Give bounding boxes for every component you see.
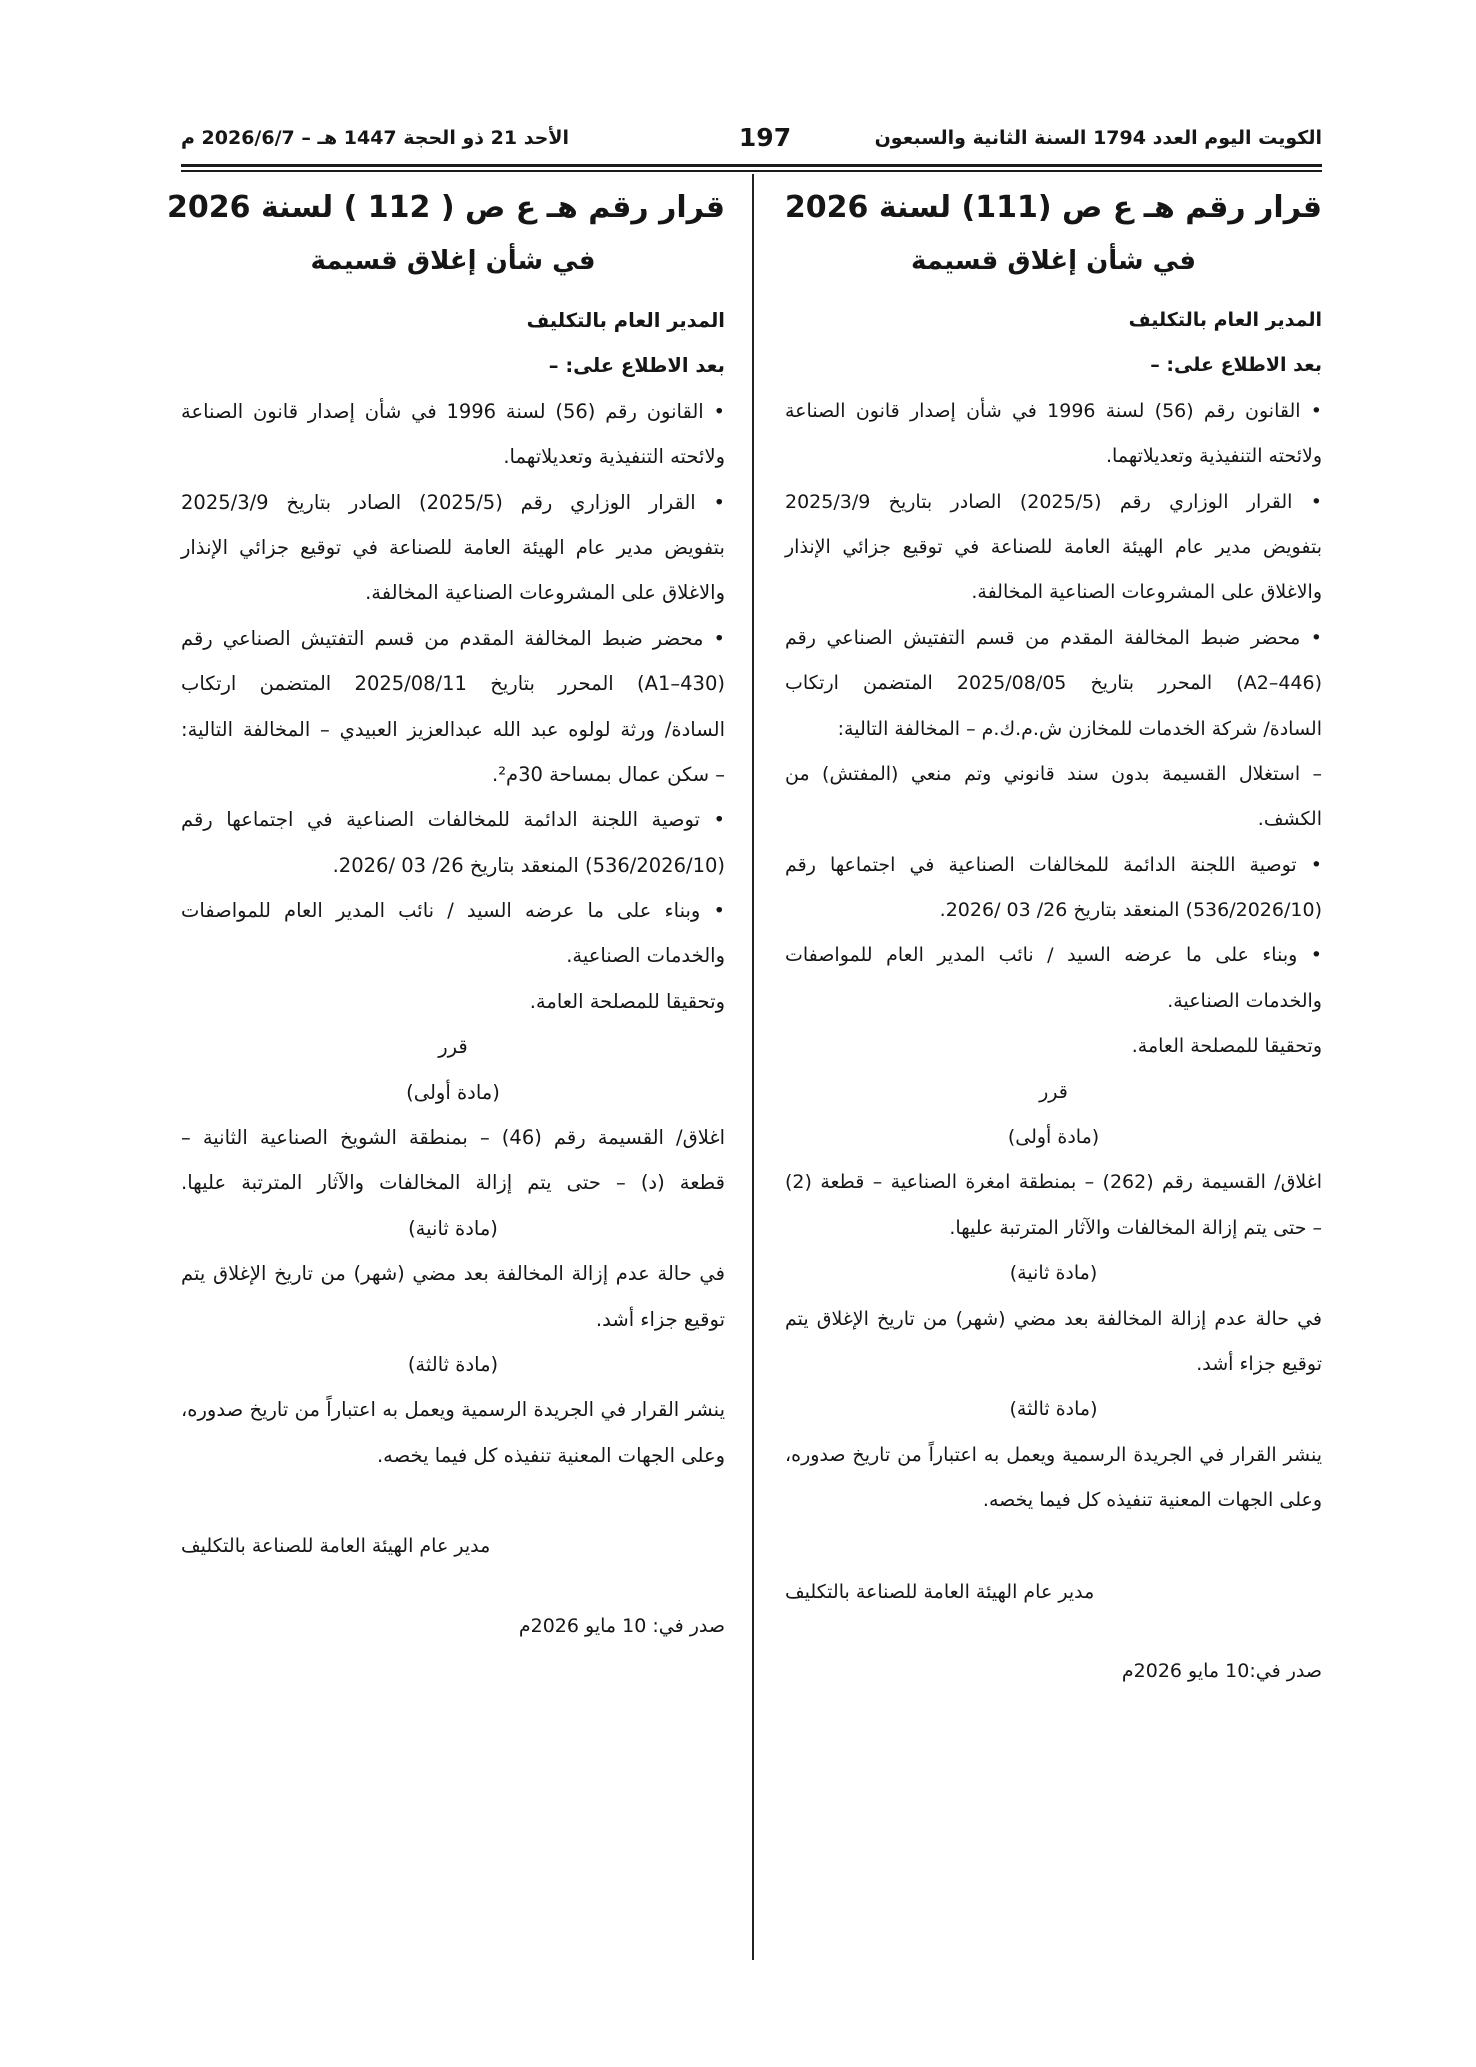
recital-line: والخدمات الصناعية. xyxy=(1167,989,1322,1012)
issuer-line: المدير العام بالتكليف xyxy=(526,309,725,332)
preamble-intro: بعد الاطلاع على: – xyxy=(548,354,725,378)
gazette-issue-info: الكويت اليوم العدد 1794 السنة الثانية والسبعون xyxy=(874,127,1322,149)
article-heading: (مادة ثالثة) xyxy=(1009,1398,1098,1421)
decision-112-column xyxy=(167,180,726,1649)
article-heading: (مادة ثانية) xyxy=(408,1216,498,1240)
recital-line: • توصية اللجنة الدائمة للمخالفات الصناعية في اجتماعها رقم xyxy=(785,853,1322,876)
article-heading: (مادة أولى) xyxy=(406,1080,500,1104)
article-text-line: وعلى الجهات المعنية تنفيذه كل فيما يخصه. xyxy=(982,1489,1322,1512)
recital-line: والاغلاق على المشروعات الصناعية المخالفة. xyxy=(365,581,725,605)
article-text-line: وعلى الجهات المعنية تنفيذه كل فيما يخصه. xyxy=(376,1443,725,1467)
recital-line: والخدمات الصناعية. xyxy=(566,944,725,968)
recital-line: (A2–446) المحرر بتاريخ 2025/08/05 المتضمن ارتكاب xyxy=(785,672,1323,695)
recital-line: • محضر ضبط المخالفة المقدم من قسم التفتيش الصناعي رقم xyxy=(785,626,1322,649)
recital-line: (536/2026/10) المنعقد بتاريخ 26/ 03 /2026. xyxy=(939,899,1322,922)
recital-line: • القانون رقم (56) لسنة 1996 في شأن إصدار قانون الصناعة xyxy=(785,399,1323,422)
recital-line: والاغلاق على المشروعات الصناعية المخالفة. xyxy=(971,581,1322,604)
article-text-line: في حالة عدم إزالة المخالفة بعد مضي (شهر) من تاريخ الإغلاق يتم xyxy=(181,1262,725,1286)
article-text-line: – حتى يتم إزالة المخالفات والآثار المترتبة عليها. xyxy=(949,1216,1322,1239)
violation-line: الكشف. xyxy=(1257,808,1322,831)
violation-line: – سكن عمال بمساحة 30م². xyxy=(492,762,725,786)
recital-line: ولائحته التنفيذية وتعديلاتهما. xyxy=(1106,445,1322,468)
article-heading: (مادة ثالثة) xyxy=(407,1352,499,1376)
signature-line: مدير عام الهيئة العامة للصناعة بالتكليف xyxy=(181,1535,491,1558)
article-text-line: قطعة (د) – حتى يتم إزالة المخالفات والآثار المترتبة عليها. xyxy=(181,1171,725,1195)
article-heading: (مادة أولى) xyxy=(1007,1126,1100,1149)
article-heading: (مادة ثانية) xyxy=(1009,1262,1098,1285)
recital-line: • محضر ضبط المخالفة المقدم من قسم التفتيش الصناعي رقم xyxy=(181,626,725,650)
recital-line: • توصية اللجنة الدائمة للمخالفات الصناعية في اجتماعها رقم xyxy=(181,808,725,832)
article-text-line: في حالة عدم إزالة المخالفة بعد مضي (شهر) من تاريخ الإغلاق يتم xyxy=(785,1307,1322,1330)
recital-line: • القانون رقم (56) لسنة 1996 في شأن إصدار قانون الصناعة xyxy=(181,399,725,423)
recital-line: • القرار الوزاري رقم (2025/5) الصادر بتاريخ 2025/3/9 xyxy=(181,490,725,514)
article-text-line: ينشر القرار في الجريدة الرسمية ويعمل به اعتباراً من تاريخ صدوره، xyxy=(181,1398,725,1422)
column-divider xyxy=(752,174,754,1960)
recital-line: السادة/ ورثة لولوه عبد الله عبدالعزيز العبيدي – المخالفة التالية: xyxy=(181,717,725,741)
header-rule-thick xyxy=(181,164,1322,167)
recital-line: (536/2026/10) المنعقد بتاريخ 26/ 03 /2026. xyxy=(332,853,725,877)
article-text-line: توقيع جزاء أشد. xyxy=(595,1307,725,1331)
issuer-line: المدير العام بالتكليف xyxy=(1128,309,1322,331)
page-number: 197 xyxy=(738,123,792,152)
decision-title: قرار رقم هـ ع ص ( 112 ) لسنة 2026 xyxy=(167,190,725,225)
header-rule-thin xyxy=(181,170,1322,172)
recital-line: • وبناء على ما عرضه السيد / نائب المدير العام للمواصفات xyxy=(785,944,1322,967)
preamble-intro: بعد الاطلاع على: – xyxy=(1150,354,1322,377)
article-text-line: ينشر القرار في الجريدة الرسمية ويعمل به اعتباراً من تاريخ صدوره، xyxy=(785,1443,1322,1466)
signature-line: مدير عام الهيئة العامة للصناعة بالتكليف xyxy=(785,1580,1095,1603)
recital-line: ولائحته التنفيذية وتعديلاتهما. xyxy=(503,445,725,469)
public-interest-line: وتحقيقا للمصلحة العامة. xyxy=(529,989,725,1013)
article-text-line: اغلاق/ القسيمة رقم (262) – بمنطقة امغرة الصناعية – قطعة (2) xyxy=(785,1171,1322,1194)
violation-line: – استغلال القسيمة بدون سند قانوني وتم منعي (المفتش) من xyxy=(785,762,1322,785)
article-text-line: توقيع جزاء أشد. xyxy=(1196,1352,1322,1375)
resolution-word: قرر xyxy=(1039,1080,1068,1103)
recital-line: • القرار الوزاري رقم (2025/5) الصادر بتاريخ 2025/3/9 xyxy=(785,490,1322,513)
recital-line: • وبناء على ما عرضه السيد / نائب المدير العام للمواصفات xyxy=(181,899,725,923)
recital-line: السادة/ شركة الخدمات للمخازن ش.م.ك.م – المخالفة التالية: xyxy=(837,717,1322,740)
recital-line: بتفويض مدير عام الهيئة العامة للصناعة في توقيع جزائي الإنذار xyxy=(181,535,725,559)
public-interest-line: وتحقيقا للمصلحة العامة. xyxy=(1131,1035,1322,1058)
issue-date-line: صدر في:10 مايو 2026م xyxy=(1121,1659,1322,1682)
gazette-date: الأحد 21 ذو الحجة 1447 هـ – 2026/6/7 م xyxy=(181,127,570,149)
article-text-line: اغلاق/ القسيمة رقم (46) – بمنطقة الشويخ الصناعية الثانية – xyxy=(181,1126,726,1150)
issue-date-line: صدر في: 10 مايو 2026م xyxy=(518,1614,725,1637)
recital-line: بتفويض مدير عام الهيئة العامة للصناعة في توقيع جزائي الإنذار xyxy=(785,535,1322,558)
recital-line: (A1–430) المحرر بتاريخ 2025/08/11 المتضمن ارتكاب xyxy=(181,672,725,696)
decision-subject: في شأن إغلاق قسيمة xyxy=(911,246,1196,276)
decision-111-column xyxy=(785,180,1322,1694)
resolution-word: قرر xyxy=(438,1035,468,1059)
decision-title: قرار رقم هـ ع ص (111) لسنة 2026 xyxy=(784,190,1322,225)
decision-subject: في شأن إغلاق قسيمة xyxy=(310,246,596,276)
